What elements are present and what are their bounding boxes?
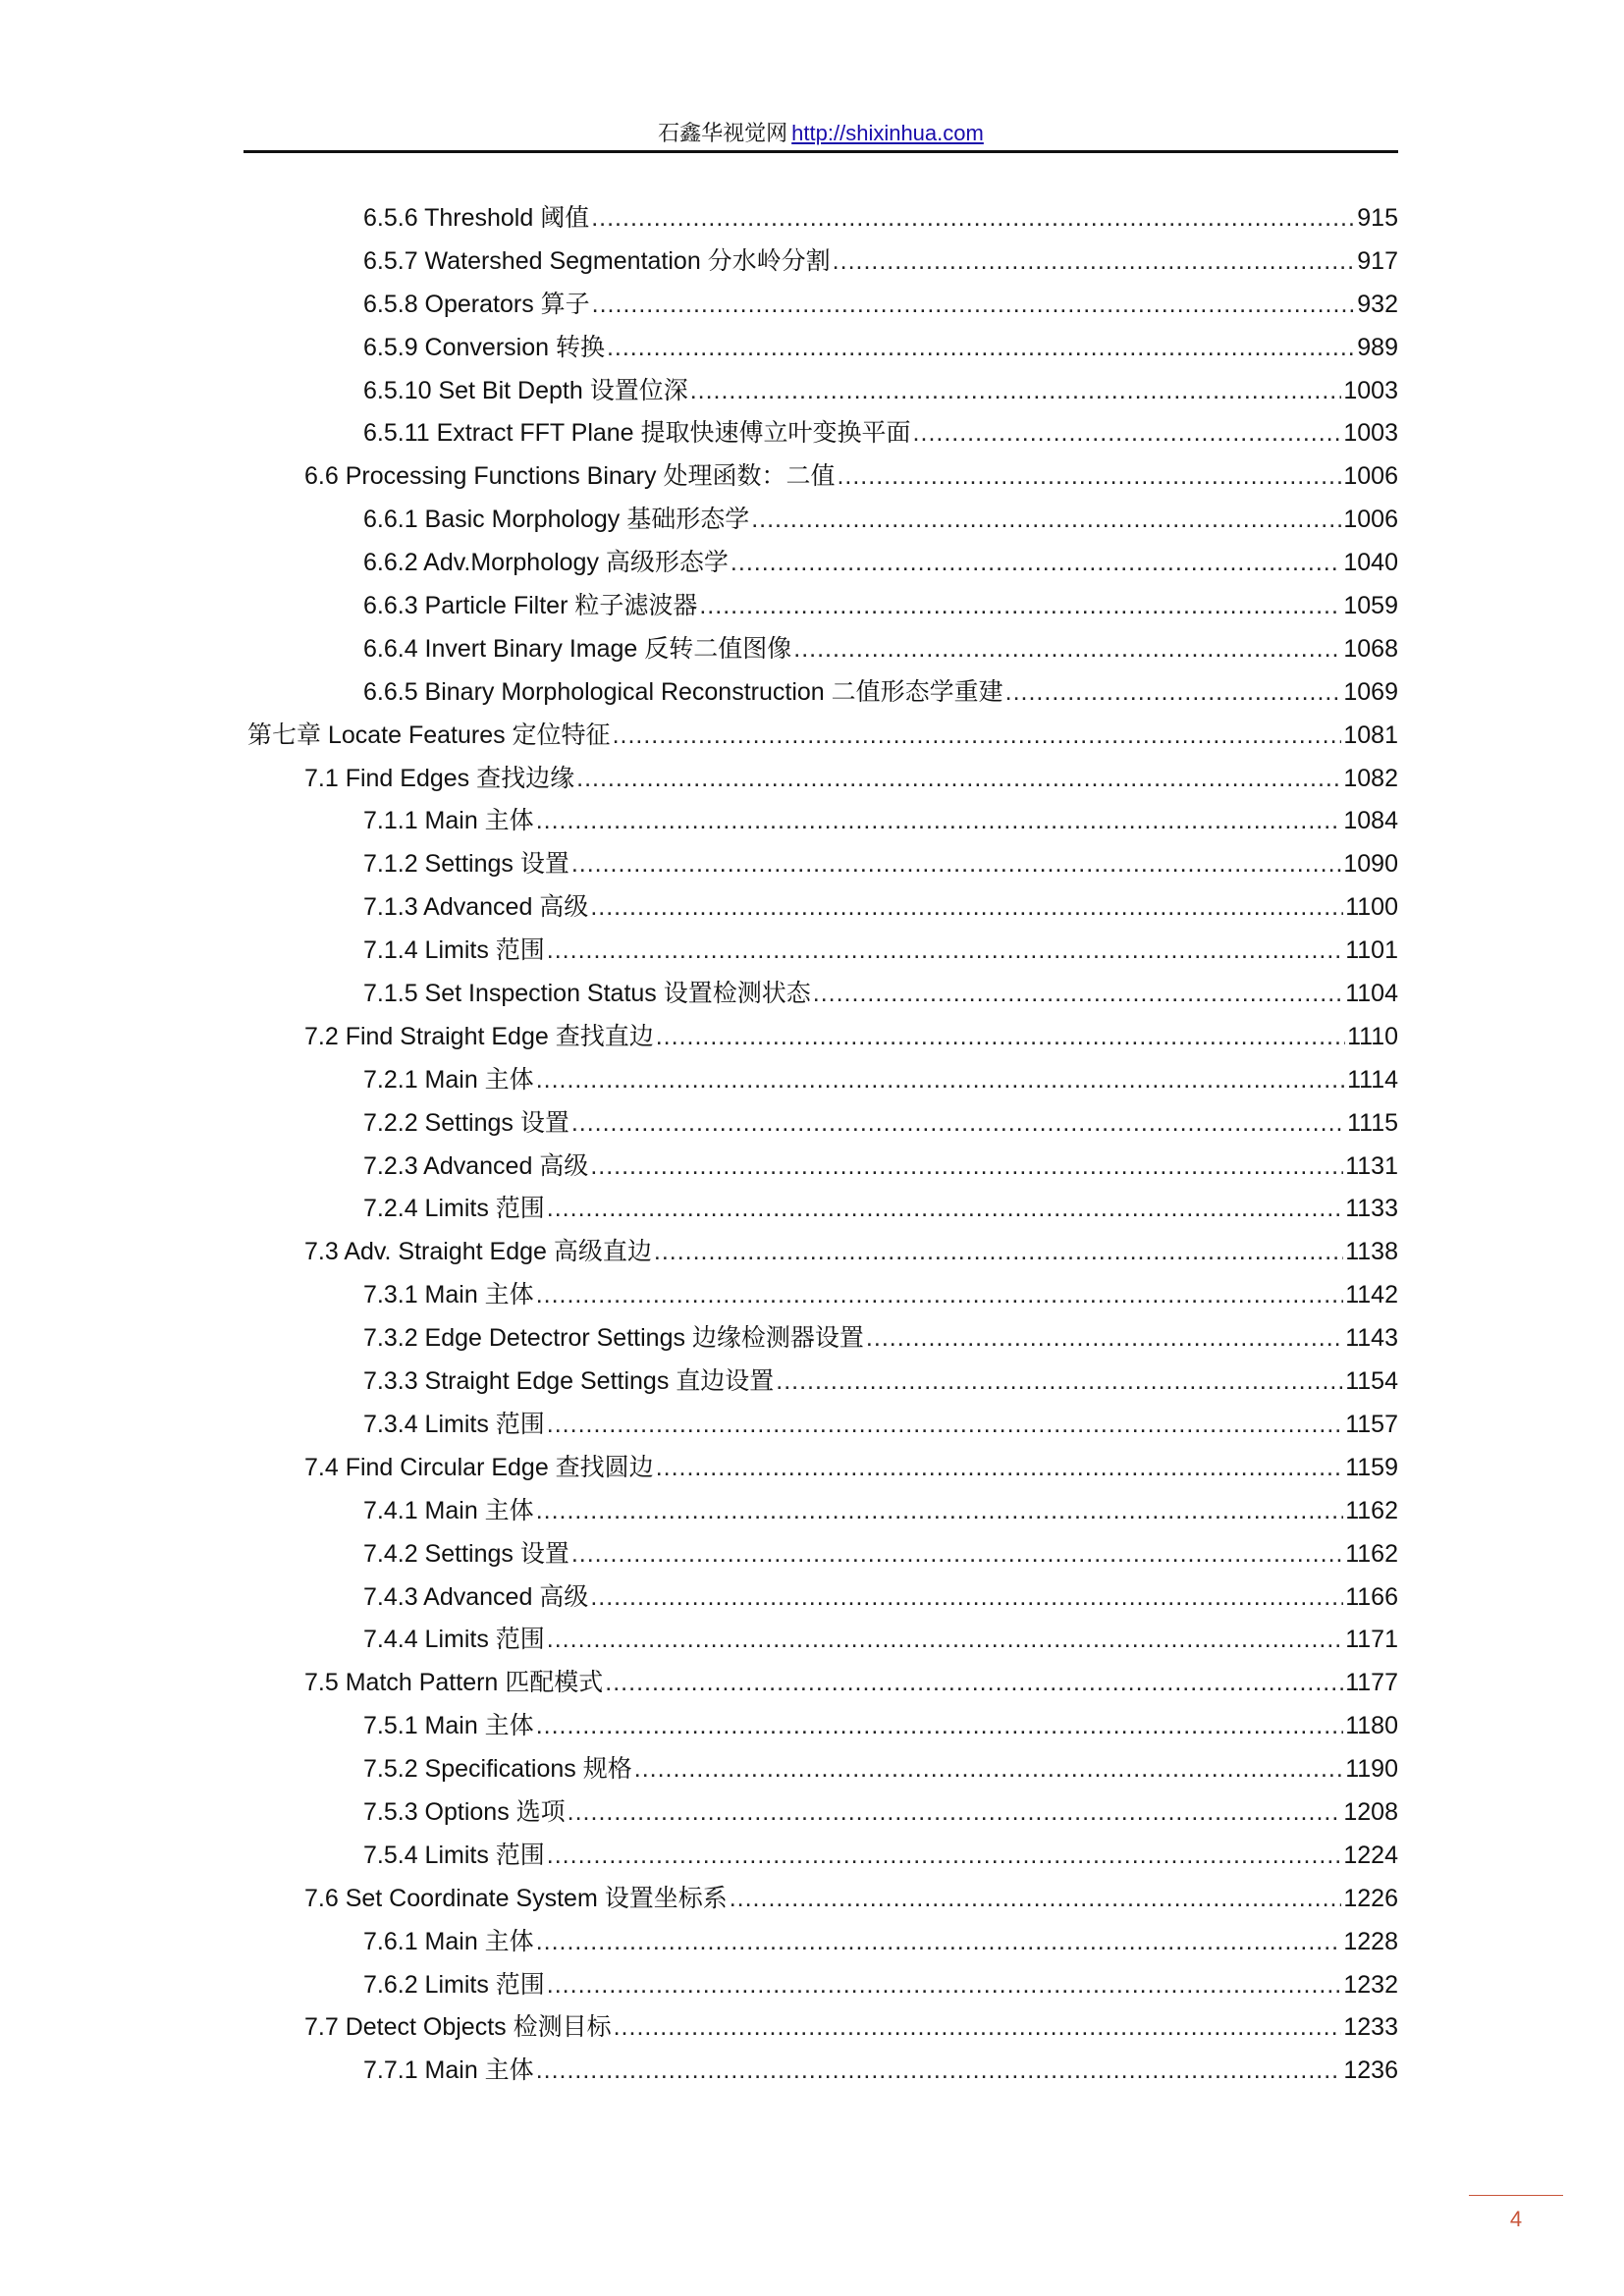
site-url-link[interactable]: http://shixinhua.com bbox=[791, 121, 984, 145]
page-number: 4 bbox=[1509, 2207, 1523, 2231]
toc-entry[interactable] bbox=[244, 1361, 1398, 1404]
toc-entry-page: 1003 bbox=[1343, 376, 1398, 404]
toc-leader-dots bbox=[536, 1705, 1344, 1748]
toc-entry[interactable] bbox=[244, 327, 1398, 370]
toc-entry[interactable] bbox=[244, 1533, 1398, 1576]
toc-entry-label: 7.5 Match Pattern 匹配模式 bbox=[304, 1669, 604, 1697]
toc-entry[interactable] bbox=[244, 1619, 1398, 1662]
toc-entry-page: 1115 bbox=[1347, 1108, 1398, 1137]
toc-entry[interactable] bbox=[244, 1921, 1398, 1964]
page-header bbox=[244, 116, 1398, 151]
toc-entry[interactable] bbox=[244, 1146, 1398, 1189]
toc-entry[interactable] bbox=[244, 1059, 1398, 1102]
toc-entry-page: 917 bbox=[1357, 246, 1398, 275]
toc-entry-label: 6.6.5 Binary Morphological Reconstruction 二值形态学重建 bbox=[363, 677, 1003, 706]
toc-entry-label: 7.3.4 Limits 范围 bbox=[363, 1410, 545, 1438]
toc-entry[interactable] bbox=[244, 973, 1398, 1016]
toc-entry-label: 6.6.2 Adv.Morphology 高级形态学 bbox=[363, 549, 729, 577]
toc-entry[interactable] bbox=[244, 628, 1398, 671]
toc-entry[interactable] bbox=[244, 1662, 1398, 1705]
toc-leader-dots bbox=[568, 1791, 1342, 1835]
toc-leader-dots bbox=[590, 1576, 1343, 1620]
toc-entry-page: 1110 bbox=[1347, 1022, 1398, 1050]
toc-entry-page: 1162 bbox=[1345, 1539, 1398, 1568]
toc-entry-page: 1159 bbox=[1345, 1453, 1398, 1481]
toc-entry-label: 7.4.2 Settings 设置 bbox=[363, 1539, 569, 1568]
toc-leader-dots bbox=[591, 197, 1355, 240]
toc-entry[interactable] bbox=[244, 240, 1398, 284]
toc-leader-dots bbox=[1005, 671, 1342, 715]
toc-leader-dots bbox=[654, 1231, 1343, 1274]
toc-entry[interactable] bbox=[244, 1274, 1398, 1317]
toc-leader-dots bbox=[536, 1490, 1344, 1533]
toc-entry-label: 7.1.5 Set Inspection Status 设置检测状态 bbox=[363, 980, 811, 1008]
toc-leader-dots bbox=[699, 585, 1341, 628]
toc-entry-label: 7.2 Find Straight Edge 查找直边 bbox=[304, 1022, 654, 1050]
toc-entry[interactable] bbox=[244, 1102, 1398, 1146]
toc-entry-label: 6.5.6 Threshold 阈值 bbox=[363, 204, 590, 232]
toc-entry-page: 1228 bbox=[1343, 1927, 1398, 1955]
toc-entry-label: 7.4 Find Circular Edge 查找圆边 bbox=[304, 1453, 654, 1481]
toc-entry-label: 7.7.1 Main 主体 bbox=[363, 2056, 534, 2085]
toc-leader-dots bbox=[536, 2050, 1342, 2093]
toc-entry-page: 1003 bbox=[1343, 419, 1398, 448]
table-of-contents bbox=[244, 197, 1398, 2093]
toc-entry[interactable] bbox=[244, 671, 1398, 715]
toc-entry-label: 7.1.2 Settings 设置 bbox=[363, 850, 569, 879]
toc-leader-dots bbox=[607, 327, 1355, 370]
toc-entry-page: 1084 bbox=[1343, 807, 1398, 835]
toc-leader-dots bbox=[751, 499, 1341, 542]
toc-leader-dots bbox=[833, 240, 1356, 284]
toc-entry-label: 第七章 Locate Features 定位特征 bbox=[247, 721, 611, 749]
toc-entry-page: 1233 bbox=[1343, 2013, 1398, 2042]
toc-entry-label: 7.7 Detect Objects 检测目标 bbox=[304, 2013, 612, 2042]
toc-entry-label: 7.5.1 Main 主体 bbox=[363, 1712, 534, 1740]
toc-entry-page: 1081 bbox=[1343, 721, 1398, 749]
toc-entry-page: 1068 bbox=[1343, 634, 1398, 663]
toc-entry-label: 7.6 Set Coordinate System 设置坐标系 bbox=[304, 1884, 728, 1912]
toc-leader-dots bbox=[776, 1361, 1343, 1404]
toc-leader-dots bbox=[590, 886, 1343, 930]
toc-entry-label: 7.5.2 Specifications 规格 bbox=[363, 1755, 632, 1784]
footer-divider bbox=[1469, 2195, 1563, 2196]
toc-leader-dots bbox=[536, 1274, 1344, 1317]
header-divider bbox=[244, 150, 1398, 153]
toc-entry-label: 7.2.3 Advanced 高级 bbox=[363, 1151, 589, 1180]
toc-leader-dots bbox=[547, 1188, 1343, 1231]
toc-leader-dots bbox=[634, 1748, 1343, 1791]
toc-entry-label: 6.6 Processing Functions Binary 处理函数：二值 bbox=[304, 462, 836, 491]
toc-entry-page: 1101 bbox=[1345, 936, 1398, 965]
toc-entry[interactable] bbox=[244, 843, 1398, 886]
toc-entry-page: 1131 bbox=[1345, 1151, 1398, 1180]
toc-entry-page: 1059 bbox=[1343, 592, 1398, 620]
toc-entry-page: 1162 bbox=[1345, 1496, 1398, 1524]
toc-leader-dots bbox=[547, 930, 1343, 973]
toc-entry[interactable] bbox=[244, 1188, 1398, 1231]
toc-entry-label: 7.1.4 Limits 范围 bbox=[363, 936, 545, 965]
toc-entry-label: 7.6.2 Limits 范围 bbox=[363, 1970, 545, 1999]
toc-entry-page: 1143 bbox=[1345, 1324, 1398, 1353]
toc-entry-page: 1138 bbox=[1345, 1238, 1398, 1266]
toc-entry-label: 6.6.4 Invert Binary Image 反转二值图像 bbox=[363, 634, 792, 663]
toc-leader-dots bbox=[536, 800, 1342, 843]
toc-entry-page: 1082 bbox=[1343, 764, 1398, 792]
toc-entry[interactable] bbox=[244, 1748, 1398, 1791]
toc-entry[interactable] bbox=[244, 455, 1398, 499]
toc-entry-label: 7.4.4 Limits 范围 bbox=[363, 1626, 545, 1654]
toc-entry[interactable] bbox=[244, 1490, 1398, 1533]
toc-leader-dots bbox=[613, 715, 1342, 758]
toc-leader-dots bbox=[536, 1921, 1342, 1964]
toc-entry-label: 7.4.1 Main 主体 bbox=[363, 1496, 534, 1524]
toc-leader-dots bbox=[547, 1835, 1342, 1878]
toc-entry-page: 1180 bbox=[1345, 1712, 1398, 1740]
toc-entry-page: 1104 bbox=[1345, 980, 1398, 1008]
site-name: 石鑫华视觉网 bbox=[658, 121, 788, 145]
toc-entry-page: 1006 bbox=[1343, 506, 1398, 534]
toc-entry-label: 6.5.8 Operators 算子 bbox=[363, 290, 590, 318]
toc-entry-label: 7.4.3 Advanced 高级 bbox=[363, 1582, 589, 1611]
toc-entry[interactable] bbox=[244, 1878, 1398, 1921]
toc-entry-label: 7.1 Find Edges 查找边缘 bbox=[304, 764, 575, 792]
toc-entry-label: 7.5.4 Limits 范围 bbox=[363, 1841, 545, 1869]
toc-leader-dots bbox=[866, 1317, 1343, 1361]
toc-leader-dots bbox=[656, 1447, 1344, 1490]
toc-entry-label: 7.1.3 Advanced 高级 bbox=[363, 893, 589, 922]
toc-entry-label: 7.2.1 Main 主体 bbox=[363, 1065, 534, 1094]
toc-entry[interactable] bbox=[244, 412, 1398, 455]
toc-entry-label: 7.3.3 Straight Edge Settings 直边设置 bbox=[363, 1367, 775, 1396]
toc-entry-label: 7.3.2 Edge Detectror Settings 边缘检测器设置 bbox=[363, 1324, 864, 1353]
toc-entry[interactable] bbox=[244, 1016, 1398, 1059]
toc-entry[interactable] bbox=[244, 585, 1398, 628]
toc-entry-page: 1171 bbox=[1345, 1626, 1398, 1654]
toc-entry-page: 1114 bbox=[1347, 1065, 1398, 1094]
toc-leader-dots bbox=[571, 843, 1342, 886]
toc-entry[interactable] bbox=[244, 542, 1398, 585]
toc-entry-page: 1100 bbox=[1345, 893, 1398, 922]
toc-entry-page: 1090 bbox=[1343, 850, 1398, 879]
toc-leader-dots bbox=[576, 758, 1341, 801]
toc-entry-label: 7.5.3 Options 选项 bbox=[363, 1797, 566, 1826]
toc-entry[interactable] bbox=[244, 1964, 1398, 2007]
toc-leader-dots bbox=[571, 1533, 1343, 1576]
toc-leader-dots bbox=[656, 1016, 1345, 1059]
toc-entry-page: 1040 bbox=[1343, 549, 1398, 577]
toc-leader-dots bbox=[793, 628, 1341, 671]
toc-entry[interactable] bbox=[244, 715, 1398, 758]
toc-entry-page: 1232 bbox=[1343, 1970, 1398, 1999]
toc-entry-page: 1142 bbox=[1345, 1281, 1398, 1309]
toc-entry-page: 1133 bbox=[1345, 1195, 1398, 1223]
toc-entry-label: 7.2.2 Settings 设置 bbox=[363, 1108, 569, 1137]
toc-entry[interactable] bbox=[244, 1705, 1398, 1748]
toc-entry-page: 1236 bbox=[1343, 2056, 1398, 2085]
toc-entry-page: 1226 bbox=[1343, 1884, 1398, 1912]
toc-leader-dots bbox=[813, 973, 1343, 1016]
toc-leader-dots bbox=[547, 1964, 1342, 2007]
toc-leader-dots bbox=[536, 1059, 1345, 1102]
toc-leader-dots bbox=[690, 370, 1342, 413]
toc-entry[interactable] bbox=[244, 1791, 1398, 1835]
toc-entry[interactable] bbox=[244, 1231, 1398, 1274]
toc-leader-dots bbox=[590, 1146, 1343, 1189]
toc-entry[interactable] bbox=[244, 930, 1398, 973]
toc-leader-dots bbox=[730, 1878, 1342, 1921]
toc-leader-dots bbox=[605, 1662, 1343, 1705]
toc-leader-dots bbox=[592, 284, 1356, 327]
toc-entry-page: 1177 bbox=[1345, 1669, 1398, 1697]
toc-entry[interactable] bbox=[244, 2006, 1398, 2050]
toc-entry-label: 6.5.10 Set Bit Depth 设置位深 bbox=[363, 376, 688, 404]
toc-leader-dots bbox=[913, 412, 1342, 455]
toc-entry[interactable] bbox=[244, 2050, 1398, 2093]
toc-entry-label: 7.3.1 Main 主体 bbox=[363, 1281, 534, 1309]
toc-entry-label: 6.5.11 Extract FFT Plane 提取快速傅立叶变换平面 bbox=[363, 419, 911, 448]
toc-entry[interactable] bbox=[244, 758, 1398, 801]
toc-entry-page: 1208 bbox=[1343, 1797, 1398, 1826]
toc-entry[interactable] bbox=[244, 284, 1398, 327]
toc-entry-label: 7.1.1 Main 主体 bbox=[363, 807, 534, 835]
toc-entry-page: 1069 bbox=[1343, 677, 1398, 706]
toc-entry[interactable] bbox=[244, 800, 1398, 843]
toc-entry-label: 6.5.7 Watershed Segmentation 分水岭分割 bbox=[363, 246, 831, 275]
toc-entry-label: 7.2.4 Limits 范围 bbox=[363, 1195, 545, 1223]
toc-entry-page: 1006 bbox=[1343, 462, 1398, 491]
toc-entry[interactable] bbox=[244, 197, 1398, 240]
toc-entry-page: 1154 bbox=[1345, 1367, 1398, 1396]
toc-entry-page: 1166 bbox=[1345, 1582, 1398, 1611]
toc-entry-page: 1190 bbox=[1345, 1755, 1398, 1784]
toc-entry-label: 7.6.1 Main 主体 bbox=[363, 1927, 534, 1955]
toc-leader-dots bbox=[547, 1619, 1343, 1662]
toc-entry-page: 989 bbox=[1357, 333, 1398, 361]
toc-entry[interactable] bbox=[244, 886, 1398, 930]
toc-entry-label: 7.3 Adv. Straight Edge 高级直边 bbox=[304, 1238, 652, 1266]
toc-leader-dots bbox=[547, 1404, 1343, 1447]
toc-leader-dots bbox=[571, 1102, 1345, 1146]
toc-entry-page: 915 bbox=[1357, 204, 1398, 232]
toc-entry-label: 6.6.1 Basic Morphology 基础形态学 bbox=[363, 506, 750, 534]
toc-entry-label: 6.5.9 Conversion 转换 bbox=[363, 333, 605, 361]
toc-leader-dots bbox=[614, 2006, 1342, 2050]
toc-entry[interactable] bbox=[244, 499, 1398, 542]
toc-leader-dots bbox=[837, 455, 1341, 499]
toc-entry[interactable] bbox=[244, 1404, 1398, 1447]
toc-entry[interactable] bbox=[244, 1317, 1398, 1361]
toc-entry[interactable] bbox=[244, 1447, 1398, 1490]
toc-entry[interactable] bbox=[244, 370, 1398, 413]
toc-entry-page: 1157 bbox=[1345, 1410, 1398, 1438]
toc-entry[interactable] bbox=[244, 1835, 1398, 1878]
toc-entry[interactable] bbox=[244, 1576, 1398, 1620]
toc-leader-dots bbox=[731, 542, 1341, 585]
toc-entry-page: 932 bbox=[1357, 290, 1398, 318]
toc-entry-page: 1224 bbox=[1343, 1841, 1398, 1869]
toc-entry-label: 6.6.3 Particle Filter 粒子滤波器 bbox=[363, 592, 698, 620]
